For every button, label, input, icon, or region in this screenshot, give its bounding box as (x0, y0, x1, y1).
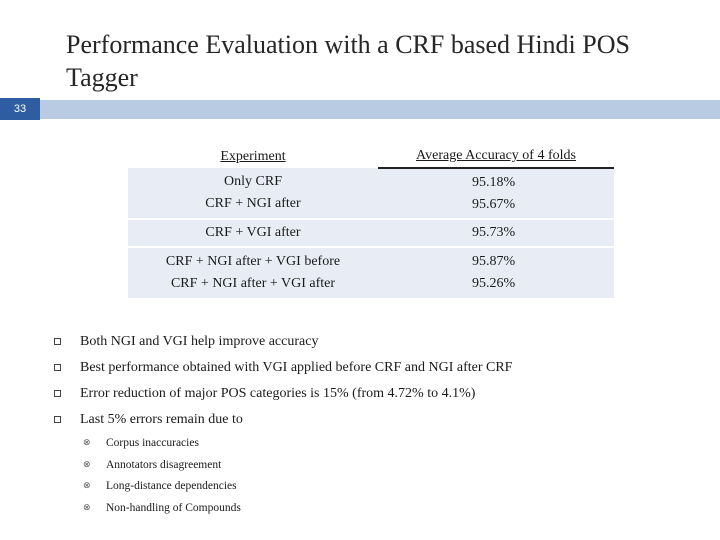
sub-bullet-item (80, 455, 694, 477)
experiment-cell (128, 247, 378, 299)
experiment-name: Only CRF (224, 174, 282, 189)
sub-bullet-group (54, 433, 694, 519)
accuracy-value: 95.67% (472, 196, 516, 212)
circled-x-bullet-icon: ⊗ (83, 481, 91, 491)
experiment-cell (128, 168, 378, 219)
slide-title-line-1: Performance Evaluation with a CRF based Hindi POS (66, 30, 630, 59)
square-bullet-icon (54, 338, 61, 345)
accuracy-cell (378, 219, 614, 247)
circled-x-bullet-icon: ⊗ (83, 502, 91, 513)
experiment-name: CRF + NGI after + VGI after (170, 276, 336, 291)
sub-bullet-text: Non-handling of Compounds (106, 501, 241, 514)
bullet-list (54, 329, 694, 519)
table-row (128, 247, 614, 299)
experiment-name: CRF + VGI after (205, 225, 301, 240)
sub-bullet-text: Corpus inaccuracies (106, 437, 199, 449)
accuracy-value: 95.18% (472, 174, 516, 190)
table-header-row (128, 133, 614, 168)
bullet-text: Error reduction of major POS categories is 15% (from 4.72% to 4.1%) (80, 386, 476, 401)
bullet-item (54, 355, 694, 381)
accuracy-value: 95.87% (472, 254, 516, 269)
bullet-text: Best performance obtained with VGI applied before CRF and NGI after CRF (80, 360, 513, 375)
results-table (128, 133, 614, 300)
sub-bullet-text: Annotators disagreement (106, 458, 222, 471)
bullet-text: Last 5% errors remain due to (80, 412, 243, 427)
accuracy-value: 95.73% (472, 225, 516, 240)
bullet-item (54, 329, 694, 355)
circled-x-bullet-icon: ⊗ (83, 438, 91, 448)
bullet-text: Both NGI and VGI help improve accuracy (80, 334, 319, 349)
accuracy-cell (378, 247, 614, 299)
table-row (128, 219, 614, 247)
header-accuracy: Average Accuracy of 4 folds (378, 133, 614, 168)
experiment-name: CRF + NGI after + VGI before (165, 254, 341, 269)
title-rule-bar (40, 100, 720, 119)
sub-bullet-item (80, 476, 694, 498)
sub-bullet-item (80, 433, 694, 455)
slide-title (66, 28, 696, 94)
bullet-item (54, 407, 694, 433)
header-experiment: Experiment (128, 133, 378, 168)
slide-number: 33 (0, 98, 40, 120)
square-bullet-icon (54, 390, 61, 397)
accuracy-cell (378, 168, 614, 219)
bullet-item (54, 381, 694, 407)
table-row (128, 168, 614, 219)
square-bullet-icon (54, 364, 61, 371)
square-bullet-icon (54, 416, 61, 423)
slide-title-line-2: Tagger (66, 63, 138, 92)
sub-bullet-list (80, 433, 694, 519)
sub-bullet-text: Long-distance dependencies (106, 480, 237, 492)
circled-x-bullet-icon: ⊗ (83, 459, 91, 470)
accuracy-value: 95.26% (472, 276, 516, 291)
sub-bullet-item (80, 498, 694, 520)
experiment-cell (128, 219, 378, 247)
experiment-name: CRF + NGI after (205, 196, 301, 211)
